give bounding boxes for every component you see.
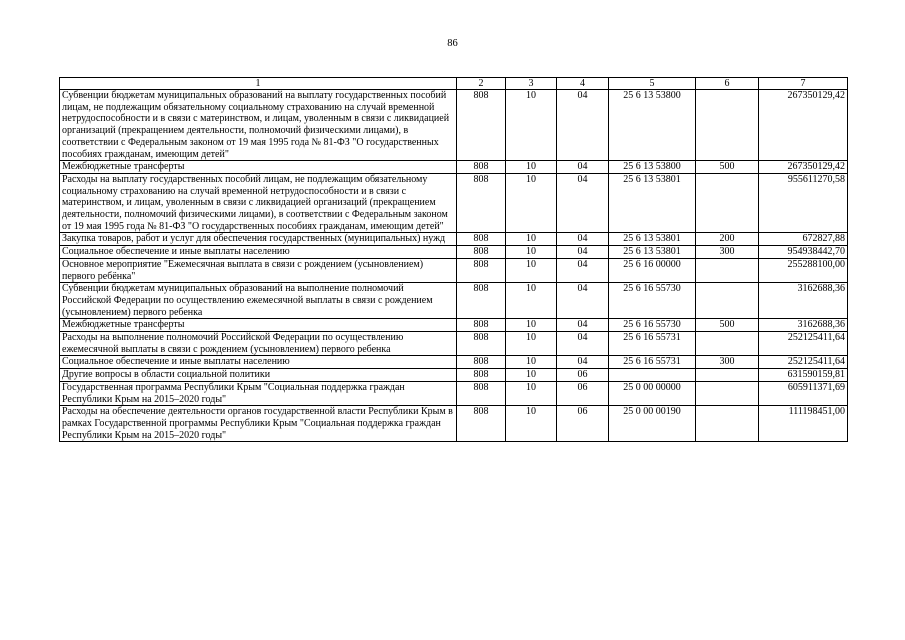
ministry-code-cell: 808 [457, 283, 506, 319]
table-row [60, 161, 848, 174]
ministry-code-cell: 808 [457, 233, 506, 246]
ministry-code-cell: 808 [457, 90, 506, 161]
expense-name-cell: Межбюджетные трансферты [60, 161, 457, 174]
expense-type-cell: 200 [696, 233, 759, 246]
amount-cell: 954938442,70 [759, 246, 848, 259]
subsection-code-cell: 06 [557, 381, 609, 405]
expense-type-cell [696, 258, 759, 282]
section-code-cell: 10 [506, 332, 557, 356]
table-row [60, 233, 848, 246]
ministry-code-cell: 808 [457, 381, 506, 405]
amount-cell: 267350129,42 [759, 161, 848, 174]
table-row [60, 90, 848, 161]
subsection-code-cell: 04 [557, 258, 609, 282]
expense-name-cell: Основное мероприятие "Ежемесячная выплата в связи с рождением (усыновлением) первого ребёнка" [60, 258, 457, 282]
expense-type-cell [696, 173, 759, 233]
subsection-code-cell: 04 [557, 332, 609, 356]
ministry-code-cell: 808 [457, 161, 506, 174]
expense-name-cell: Субвенции бюджетам муниципальных образований на выполнение полномочий Российской Федерации по осуществлению ежемесячной выплаты в связи с рождением (усыновлением) первого ребенка [60, 283, 457, 319]
expense-type-cell [696, 406, 759, 442]
subsection-code-cell: 04 [557, 246, 609, 259]
target-article-cell [609, 369, 696, 382]
section-code-cell: 10 [506, 406, 557, 442]
expense-name-cell: Межбюджетные трансферты [60, 319, 457, 332]
header-cell-7: 7 [759, 78, 848, 90]
header-cell-3: 3 [506, 78, 557, 90]
target-article-cell: 25 6 16 00000 [609, 258, 696, 282]
subsection-code-cell: 06 [557, 406, 609, 442]
expense-type-cell: 300 [696, 246, 759, 259]
header-cell-6: 6 [696, 78, 759, 90]
expense-type-cell: 500 [696, 161, 759, 174]
target-article-cell: 25 6 13 53801 [609, 173, 696, 233]
section-code-cell: 10 [506, 381, 557, 405]
target-article-cell: 25 6 13 53801 [609, 246, 696, 259]
ministry-code-cell: 808 [457, 246, 506, 259]
table-row [60, 356, 848, 369]
expense-name-cell: Расходы на выплату государственных пособий лицам, не подлежащим обязательному социальному страхованию на случай временной нетрудоспособности и в связи с материнством, и лицам, уволенным в связи с ликвидацией организаций (прекращением деятельности, полномочий физическими лицами), в соответствии с Федеральным законом от 19 мая 1995 года № 81-ФЗ "О государственных пособиях гражданам, имеющим детей" [60, 173, 457, 233]
section-code-cell: 10 [506, 233, 557, 246]
expense-type-cell: 300 [696, 356, 759, 369]
amount-cell: 605911371,69 [759, 381, 848, 405]
target-article-cell: 25 0 00 00000 [609, 381, 696, 405]
subsection-code-cell: 04 [557, 356, 609, 369]
target-article-cell: 25 6 16 55730 [609, 319, 696, 332]
subsection-code-cell: 04 [557, 161, 609, 174]
amount-cell: 255288100,00 [759, 258, 848, 282]
table-row [60, 332, 848, 356]
section-code-cell: 10 [506, 356, 557, 369]
subsection-code-cell: 04 [557, 319, 609, 332]
target-article-cell: 25 6 13 53800 [609, 90, 696, 161]
table-row [60, 258, 848, 282]
expense-type-cell: 500 [696, 319, 759, 332]
expense-name-cell: Субвенции бюджетам муниципальных образований на выплату государственных пособий лицам, не подлежащим обязательному социальному страхованию на случай временной нетрудоспособности и в связи с материнством, и лицам, уволенным в связи с ликвидацией организаций (прекращением деятельности, полномочий физическими лицами), в соответствии с Федеральным законом от 19 мая 1995 года № 81-ФЗ "О государственных пособиях гражданам, имеющим детей" [60, 90, 457, 161]
section-code-cell: 10 [506, 173, 557, 233]
table-row [60, 381, 848, 405]
amount-cell: 267350129,42 [759, 90, 848, 161]
subsection-code-cell: 04 [557, 90, 609, 161]
expense-name-cell: Расходы на выполнение полномочий Российской Федерации по осуществлению ежемесячной выплаты в связи с рождением (усыновлением) первого ребенка [60, 332, 457, 356]
expense-name-cell: Социальное обеспечение и иные выплаты населению [60, 356, 457, 369]
amount-cell: 111198451,00 [759, 406, 848, 442]
amount-cell: 631590159,81 [759, 369, 848, 382]
expense-name-cell: Государственная программа Республики Крым "Социальная поддержка граждан Республики Крым на 2015–2020 годы" [60, 381, 457, 405]
ministry-code-cell: 808 [457, 406, 506, 442]
table-row [60, 173, 848, 233]
table-row [60, 369, 848, 382]
header-cell-4: 4 [557, 78, 609, 90]
subsection-code-cell: 04 [557, 283, 609, 319]
amount-cell: 672827,88 [759, 233, 848, 246]
target-article-cell: 25 6 13 53801 [609, 233, 696, 246]
ministry-code-cell: 808 [457, 332, 506, 356]
ministry-code-cell: 808 [457, 356, 506, 369]
table-header-row [60, 78, 848, 90]
ministry-code-cell: 808 [457, 369, 506, 382]
target-article-cell: 25 6 16 55731 [609, 356, 696, 369]
header-cell-1: 1 [60, 78, 457, 90]
page-number: 86 [447, 38, 458, 49]
target-article-cell: 25 0 00 00190 [609, 406, 696, 442]
table-row [60, 246, 848, 259]
target-article-cell: 25 6 16 55731 [609, 332, 696, 356]
expense-type-cell [696, 90, 759, 161]
expense-name-cell: Другие вопросы в области социальной политики [60, 369, 457, 382]
section-code-cell: 10 [506, 369, 557, 382]
expense-type-cell [696, 381, 759, 405]
expense-name-cell: Расходы на обеспечение деятельности органов государственной власти Республики Крым в рамках Государственной программы Республики Крым "Социальная поддержка граждан Республики Крым на 2015–2020 годы" [60, 406, 457, 442]
section-code-cell: 10 [506, 161, 557, 174]
subsection-code-cell: 06 [557, 369, 609, 382]
expense-type-cell [696, 369, 759, 382]
table-row [60, 406, 848, 442]
table-row [60, 283, 848, 319]
table-row [60, 319, 848, 332]
section-code-cell: 10 [506, 283, 557, 319]
target-article-cell: 25 6 16 55730 [609, 283, 696, 319]
amount-cell: 3162688,36 [759, 319, 848, 332]
amount-cell: 3162688,36 [759, 283, 848, 319]
expense-name-cell: Закупка товаров, работ и услуг для обеспечения государственных (муниципальных) нужд [60, 233, 457, 246]
ministry-code-cell: 808 [457, 173, 506, 233]
table-body [60, 78, 848, 442]
header-cell-2: 2 [457, 78, 506, 90]
header-cell-5: 5 [609, 78, 696, 90]
expense-type-cell [696, 332, 759, 356]
section-code-cell: 10 [506, 258, 557, 282]
section-code-cell: 10 [506, 246, 557, 259]
section-code-cell: 10 [506, 90, 557, 161]
amount-cell: 252125411,64 [759, 356, 848, 369]
ministry-code-cell: 808 [457, 258, 506, 282]
subsection-code-cell: 04 [557, 173, 609, 233]
budget-table [59, 77, 848, 442]
subsection-code-cell: 04 [557, 233, 609, 246]
expense-name-cell: Социальное обеспечение и иные выплаты населению [60, 246, 457, 259]
expense-type-cell [696, 283, 759, 319]
amount-cell: 955611270,58 [759, 173, 848, 233]
amount-cell: 252125411,64 [759, 332, 848, 356]
section-code-cell: 10 [506, 319, 557, 332]
ministry-code-cell: 808 [457, 319, 506, 332]
target-article-cell: 25 6 13 53800 [609, 161, 696, 174]
